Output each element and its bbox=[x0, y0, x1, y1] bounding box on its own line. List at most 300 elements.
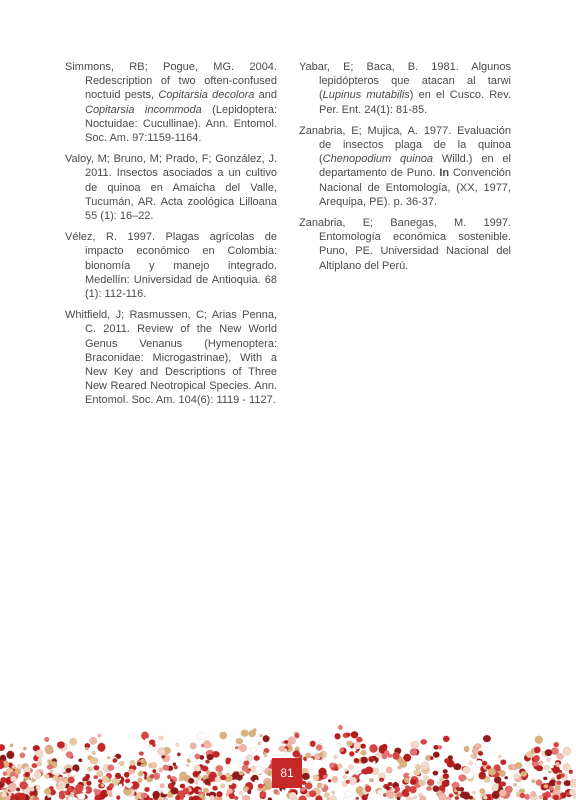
quinoa-grain bbox=[414, 770, 421, 776]
quinoa-grain bbox=[3, 772, 7, 776]
quinoa-grain bbox=[226, 759, 231, 764]
quinoa-grain bbox=[140, 759, 145, 764]
quinoa-grain bbox=[319, 739, 323, 743]
quinoa-grain bbox=[545, 749, 552, 756]
reference-entry bbox=[65, 60, 277, 145]
quinoa-grain bbox=[115, 773, 121, 779]
quinoa-grain bbox=[530, 791, 536, 797]
quinoa-grain bbox=[44, 774, 49, 779]
quinoa-grain bbox=[188, 778, 194, 784]
quinoa-grain bbox=[37, 762, 42, 766]
quinoa-grain bbox=[472, 748, 479, 755]
quinoa-grain bbox=[475, 760, 482, 767]
quinoa-grain bbox=[513, 783, 517, 786]
quinoa-grain bbox=[206, 793, 210, 796]
quinoa-grain bbox=[319, 753, 323, 757]
quinoa-grain bbox=[430, 756, 433, 760]
quinoa-grain bbox=[402, 790, 408, 795]
quinoa-grain bbox=[471, 754, 475, 758]
quinoa-grain bbox=[212, 786, 217, 791]
quinoa-grain bbox=[472, 791, 475, 794]
quinoa-grain bbox=[369, 778, 373, 782]
quinoa-grain bbox=[44, 788, 51, 794]
quinoa-grain bbox=[543, 784, 548, 788]
quinoa-grain bbox=[337, 744, 341, 747]
quinoa-grain bbox=[57, 741, 65, 748]
quinoa-grain bbox=[492, 791, 500, 799]
quinoa-grain bbox=[145, 738, 149, 742]
quinoa-grain bbox=[338, 725, 342, 730]
quinoa-grain bbox=[239, 744, 247, 752]
quinoa-grain bbox=[70, 738, 77, 745]
quinoa-grain bbox=[533, 755, 539, 761]
quinoa-grain bbox=[0, 762, 4, 769]
quinoa-grain bbox=[535, 736, 543, 744]
quinoa-grain bbox=[153, 791, 160, 799]
reference-entry bbox=[299, 124, 511, 209]
quinoa-grain bbox=[33, 797, 39, 800]
quinoa-grain bbox=[32, 763, 38, 768]
quinoa-grain bbox=[174, 765, 178, 769]
quinoa-grain bbox=[31, 787, 35, 791]
quinoa-grain bbox=[569, 770, 573, 774]
quinoa-grain bbox=[38, 758, 42, 762]
quinoa-grain bbox=[45, 745, 53, 754]
quinoa-grain bbox=[35, 750, 43, 758]
quinoa-grain bbox=[75, 784, 83, 793]
quinoa-grain bbox=[209, 795, 214, 800]
quinoa-grain bbox=[359, 774, 367, 781]
quinoa-grain bbox=[186, 764, 190, 767]
quinoa-grain bbox=[16, 788, 20, 792]
quinoa-grain bbox=[254, 755, 260, 760]
quinoa-grain bbox=[94, 775, 98, 779]
quinoa-grain bbox=[288, 737, 296, 745]
quinoa-grain bbox=[89, 737, 96, 744]
reference-text: Valoy, M; Bruno, M; Prado, F; González, J. 2011. Insectos asociados a un cultivo de quinoa en Amaicha del Valle, Tucumán, AR. Acta zoológica Lilloana 55 (1): 16–22. bbox=[65, 153, 277, 223]
quinoa-grain bbox=[193, 771, 199, 777]
quinoa-grain bbox=[244, 788, 248, 792]
quinoa-grain bbox=[349, 777, 357, 785]
quinoa-grain bbox=[138, 771, 143, 777]
quinoa-grain bbox=[382, 744, 388, 750]
quinoa-grain bbox=[179, 772, 187, 780]
quinoa-grain bbox=[116, 795, 120, 799]
quinoa-grain bbox=[194, 765, 201, 772]
quinoa-grain bbox=[293, 750, 301, 757]
quinoa-grain bbox=[90, 757, 98, 764]
quinoa-grain bbox=[388, 782, 393, 786]
quinoa-grain bbox=[0, 744, 5, 751]
quinoa-grain bbox=[525, 762, 530, 766]
quinoa-grain bbox=[386, 767, 392, 773]
quinoa-grain bbox=[545, 792, 551, 798]
quinoa-grain bbox=[448, 755, 453, 760]
quinoa-grain bbox=[553, 795, 560, 800]
quinoa-grain bbox=[180, 784, 185, 789]
quinoa-grain bbox=[397, 766, 401, 770]
quinoa-grain bbox=[220, 732, 227, 739]
quinoa-grain bbox=[255, 766, 262, 774]
quinoa-grain bbox=[520, 793, 525, 798]
reference-bold-text: In bbox=[439, 167, 450, 180]
quinoa-grain bbox=[34, 771, 42, 779]
quinoa-grain bbox=[349, 751, 354, 756]
quinoa-grain bbox=[239, 791, 243, 795]
quinoa-grain bbox=[514, 774, 520, 780]
quinoa-grain bbox=[284, 748, 288, 752]
quinoa-grain bbox=[554, 742, 559, 747]
quinoa-grain bbox=[561, 773, 565, 777]
quinoa-grain bbox=[202, 766, 209, 772]
quinoa-grain bbox=[241, 730, 249, 737]
quinoa-grain bbox=[159, 768, 163, 772]
quinoa-grain bbox=[284, 740, 288, 744]
quinoa-grain bbox=[85, 774, 90, 779]
reference-text: ) en el Cusco. Rev. Per. Ent. 24(1): 81-85. bbox=[319, 89, 511, 116]
quinoa-grain bbox=[413, 795, 417, 799]
quinoa-grain bbox=[274, 789, 279, 794]
quinoa-grain bbox=[259, 734, 262, 737]
quinoa-grain bbox=[20, 781, 28, 789]
quinoa-grain bbox=[334, 755, 338, 759]
quinoa-grain bbox=[59, 791, 64, 796]
quinoa-grain bbox=[360, 744, 366, 749]
quinoa-grain bbox=[438, 745, 442, 749]
quinoa-grain bbox=[482, 761, 487, 766]
quinoa-grain bbox=[159, 749, 166, 755]
quinoa-grain bbox=[310, 741, 316, 747]
quinoa-grain bbox=[426, 786, 431, 790]
reference-text: Yabar, E; Baca, B. 1981. Algunos lepidópteros que atacan al tarwi ( bbox=[299, 61, 511, 102]
quinoa-grain bbox=[8, 783, 16, 792]
quinoa-grain bbox=[107, 756, 110, 759]
quinoa-grain bbox=[85, 747, 89, 750]
reference-italic-text: Chenopodium quinoa bbox=[322, 153, 434, 166]
quinoa-grain bbox=[6, 751, 14, 759]
quinoa-grain bbox=[410, 779, 416, 785]
quinoa-grain bbox=[354, 742, 361, 750]
quinoa-grain bbox=[242, 765, 249, 772]
reference-text: and bbox=[254, 89, 277, 102]
quinoa-grain bbox=[337, 740, 342, 744]
quinoa-grain bbox=[566, 792, 570, 795]
quinoa-grain bbox=[144, 787, 149, 792]
quinoa-grain bbox=[500, 782, 506, 787]
reference-entry bbox=[65, 230, 277, 301]
quinoa-grain bbox=[329, 763, 334, 768]
reference-text: Simmons, RB; Pogue, MG. 2004. Redescription of two often-confused noctuid pests, bbox=[65, 61, 277, 102]
quinoa-grain bbox=[20, 753, 25, 759]
quinoa-grain bbox=[109, 783, 114, 788]
page-number-badge bbox=[272, 758, 302, 788]
quinoa-grain bbox=[172, 782, 176, 786]
quinoa-grain bbox=[47, 794, 52, 798]
quinoa-grain bbox=[539, 795, 543, 799]
quinoa-grain bbox=[420, 739, 427, 744]
quinoa-grain bbox=[421, 762, 429, 771]
quinoa-grain bbox=[70, 770, 77, 776]
quinoa-grain bbox=[305, 783, 312, 790]
quinoa-grain bbox=[520, 771, 527, 777]
quinoa-grain bbox=[150, 774, 154, 778]
reference-text: Convención Nacional de Entomología, (XX, 1977, Arequipa, PE). p. 36-37. bbox=[319, 167, 512, 208]
quinoa-grain bbox=[548, 771, 551, 774]
quinoa-grain bbox=[197, 732, 205, 740]
quinoa-grain bbox=[36, 785, 41, 790]
quinoa-grain bbox=[458, 791, 462, 794]
quinoa-grain bbox=[157, 788, 160, 791]
quinoa-grain bbox=[401, 786, 405, 790]
reference-text: Zanabria, E; Banegas, M. 1997. Entomología económica sostenible. Puno, PE. Universidad Nacional del Altiplano del Perú. bbox=[299, 217, 511, 272]
quinoa-grain bbox=[391, 788, 395, 792]
quinoa-grain bbox=[98, 743, 106, 752]
quinoa-grain bbox=[141, 793, 148, 799]
quinoa-grain bbox=[214, 777, 220, 782]
quinoa-grain bbox=[384, 750, 389, 755]
quinoa-grain bbox=[236, 738, 243, 744]
quinoa-grain bbox=[387, 792, 394, 799]
reference-entry bbox=[65, 308, 277, 407]
quinoa-grain bbox=[130, 760, 135, 766]
quinoa-grain bbox=[549, 786, 554, 791]
quinoa-grain bbox=[92, 751, 96, 755]
quinoa-grain bbox=[58, 781, 66, 789]
quinoa-grain bbox=[404, 778, 409, 784]
quinoa-grain bbox=[199, 794, 204, 798]
quinoa-grain bbox=[328, 779, 331, 782]
quinoa-grain bbox=[332, 776, 338, 782]
reference-italic-text: Copitarsia decolora bbox=[158, 89, 255, 102]
quinoa-grain bbox=[321, 784, 325, 788]
quinoa-grain bbox=[207, 754, 214, 760]
quinoa-grain bbox=[335, 733, 341, 739]
quinoa-grain bbox=[264, 754, 267, 758]
quinoa-grain bbox=[539, 761, 543, 765]
quinoa-grain bbox=[570, 779, 576, 788]
quinoa-grain bbox=[423, 776, 429, 780]
quinoa-grain bbox=[101, 784, 104, 787]
quinoa-grain bbox=[403, 754, 411, 762]
quinoa-grain bbox=[47, 765, 53, 770]
reference-entry bbox=[65, 152, 277, 223]
quinoa-grain bbox=[500, 760, 506, 765]
quinoa-grain bbox=[263, 735, 270, 742]
quinoa-grain bbox=[53, 775, 58, 780]
quinoa-grain bbox=[255, 780, 258, 783]
quinoa-grain bbox=[220, 784, 225, 789]
quinoa-grain bbox=[97, 771, 103, 777]
quinoa-grain bbox=[94, 765, 100, 770]
reference-entry bbox=[299, 216, 511, 273]
quinoa-grain bbox=[50, 770, 53, 773]
quinoa-grain bbox=[323, 775, 327, 779]
quinoa-grain bbox=[162, 787, 169, 794]
quinoa-grain bbox=[15, 769, 21, 775]
quinoa-grain bbox=[119, 784, 123, 788]
quinoa-grain bbox=[23, 747, 26, 750]
quinoa-grain bbox=[170, 779, 173, 782]
quinoa-grain bbox=[115, 764, 121, 769]
quinoa-grain bbox=[504, 776, 508, 779]
quinoa-grain bbox=[126, 783, 132, 788]
quinoa-grain bbox=[139, 752, 144, 756]
quinoa-grain bbox=[433, 752, 440, 758]
quinoa-grain bbox=[12, 765, 16, 768]
quinoa-grain bbox=[524, 794, 530, 800]
quinoa-grain bbox=[217, 772, 222, 777]
quinoa-grain bbox=[225, 773, 230, 778]
quinoa-grain bbox=[543, 777, 547, 780]
quinoa-grain bbox=[260, 791, 267, 797]
quinoa-grain bbox=[499, 789, 507, 796]
quinoa-grain bbox=[469, 796, 473, 799]
quinoa-grain bbox=[216, 765, 224, 772]
quinoa-grain bbox=[94, 789, 98, 793]
quinoa-grain bbox=[87, 781, 92, 786]
quinoa-grain bbox=[1, 792, 7, 798]
quinoa-grain bbox=[78, 793, 86, 800]
quinoa-grain bbox=[98, 734, 102, 737]
quinoa-grain bbox=[427, 779, 434, 786]
quinoa-grain bbox=[479, 772, 486, 780]
quinoa-grain bbox=[365, 786, 371, 792]
reference-text: Vélez, R. 1997. Plagas agrícolas de impacto económico en Colombia: bionomía y manejo integrado. Medellín: Universidad de Antioquia. 68 (1): 112-116. bbox=[65, 231, 277, 301]
quinoa-grain bbox=[177, 753, 180, 757]
quinoa-grain bbox=[295, 733, 300, 738]
quinoa-grain bbox=[258, 742, 261, 745]
quinoa-grain bbox=[547, 758, 551, 762]
references-column-left bbox=[65, 60, 277, 415]
quinoa-grain bbox=[346, 780, 350, 784]
quinoa-grain bbox=[153, 769, 157, 773]
quinoa-grain bbox=[67, 786, 73, 792]
reference-text: (Lepidoptera: Noctuidae: Cucullinae). Ann. Entomol. Soc. Am. 97:1159-1164. bbox=[85, 103, 277, 145]
quinoa-grain bbox=[536, 765, 543, 771]
quinoa-grain bbox=[343, 775, 347, 779]
quinoa-grain bbox=[250, 747, 256, 753]
quinoa-grain bbox=[216, 791, 222, 797]
quinoa-grain bbox=[339, 748, 344, 752]
quinoa-grain bbox=[455, 796, 460, 800]
quinoa-grain bbox=[227, 788, 233, 793]
quinoa-grain bbox=[309, 790, 316, 797]
reference-text: Whitfield, J; Rasmussen, C; Arias Penna, C. 2011. Review of the New World Genus Venanus (Hymenoptera: Braconidae: Microgastrinae), With a New Key and Descriptions of Three New Reared Neotropical Species. Ann. Entomol. Soc. Am. 104(6): 1119 - 1127. bbox=[65, 309, 277, 407]
quinoa-grain bbox=[163, 765, 170, 771]
reference-italic-text: Lupinus mutabilis bbox=[322, 89, 410, 102]
quinoa-grain bbox=[25, 772, 30, 777]
quinoa-grain bbox=[483, 796, 488, 800]
quinoa-grain bbox=[258, 784, 264, 789]
quinoa-grain bbox=[483, 735, 491, 742]
quinoa-grain bbox=[411, 741, 419, 748]
quinoa-grain bbox=[515, 762, 522, 768]
quinoa-grain bbox=[544, 765, 549, 770]
quinoa-grain bbox=[415, 764, 420, 770]
quinoa-grain bbox=[442, 780, 450, 787]
quinoa-grain bbox=[10, 776, 17, 782]
quinoa-grain bbox=[377, 790, 382, 795]
quinoa-grain bbox=[176, 743, 180, 746]
quinoa-grain bbox=[324, 793, 329, 798]
quinoa-grain bbox=[443, 769, 448, 773]
quinoa-grain bbox=[379, 778, 384, 782]
quinoa-grain bbox=[365, 767, 373, 774]
quinoa-grain bbox=[62, 769, 66, 772]
quinoa-grain bbox=[151, 762, 157, 768]
quinoa-grain bbox=[498, 755, 501, 758]
quinoa-grain bbox=[368, 756, 374, 762]
quinoa-grain bbox=[175, 795, 180, 800]
reference-entry bbox=[299, 60, 511, 117]
quinoa-grain bbox=[249, 730, 256, 737]
quinoa-grain bbox=[171, 787, 179, 794]
quinoa-grain bbox=[167, 775, 171, 779]
quinoa-grain bbox=[488, 768, 496, 776]
quinoa-grain bbox=[464, 746, 469, 752]
quinoa-grain bbox=[128, 769, 134, 774]
quinoa-grain bbox=[456, 787, 460, 791]
quinoa-grain bbox=[443, 736, 450, 742]
quinoa-grain bbox=[204, 740, 211, 748]
quinoa-grain bbox=[469, 761, 473, 765]
quinoa-grain bbox=[356, 797, 359, 800]
quinoa-grain bbox=[344, 769, 347, 772]
quinoa-grain bbox=[183, 788, 190, 794]
quinoa-grain bbox=[246, 755, 252, 762]
reference-italic-text: Copitarsia incommoda bbox=[85, 103, 202, 116]
quinoa-grain bbox=[233, 780, 236, 784]
quinoa-grain bbox=[484, 747, 487, 750]
quinoa-grain bbox=[410, 748, 418, 755]
quinoa-grain bbox=[239, 771, 244, 775]
quinoa-grain bbox=[433, 771, 439, 776]
reference-text: Willd.) en el departamento de Puno. bbox=[319, 153, 511, 180]
quinoa-grain bbox=[299, 796, 307, 800]
quinoa-grain bbox=[160, 784, 165, 788]
quinoa-grain bbox=[198, 789, 201, 792]
quinoa-grain bbox=[158, 736, 163, 740]
quinoa-grain bbox=[564, 780, 571, 786]
quinoa-grain bbox=[443, 774, 449, 779]
references-column-right bbox=[299, 60, 511, 280]
quinoa-grain bbox=[330, 796, 336, 800]
quinoa-grain bbox=[66, 751, 73, 757]
quinoa-grain bbox=[352, 766, 358, 773]
page-number: 81 bbox=[280, 766, 294, 780]
quinoa-grain bbox=[55, 767, 62, 774]
quinoa-grain bbox=[534, 747, 541, 754]
quinoa-grain bbox=[107, 790, 113, 795]
quinoa-grain bbox=[563, 764, 570, 771]
quinoa-grain bbox=[113, 758, 118, 762]
quinoa-grain bbox=[351, 731, 358, 738]
quinoa-grain bbox=[195, 754, 201, 759]
quinoa-grain bbox=[392, 752, 399, 760]
quinoa-grain bbox=[563, 747, 571, 756]
quinoa-grain bbox=[449, 794, 454, 798]
quinoa-grain bbox=[152, 744, 155, 747]
quinoa-grain bbox=[418, 780, 425, 786]
quinoa-grain bbox=[375, 753, 381, 758]
quinoa-grain bbox=[549, 765, 554, 769]
quinoa-grain bbox=[335, 767, 339, 770]
quinoa-grain bbox=[492, 785, 499, 792]
quinoa-grain bbox=[345, 791, 353, 797]
quinoa-grain bbox=[362, 795, 368, 800]
quinoa-grain bbox=[161, 755, 165, 758]
quinoa-grain bbox=[438, 793, 446, 800]
